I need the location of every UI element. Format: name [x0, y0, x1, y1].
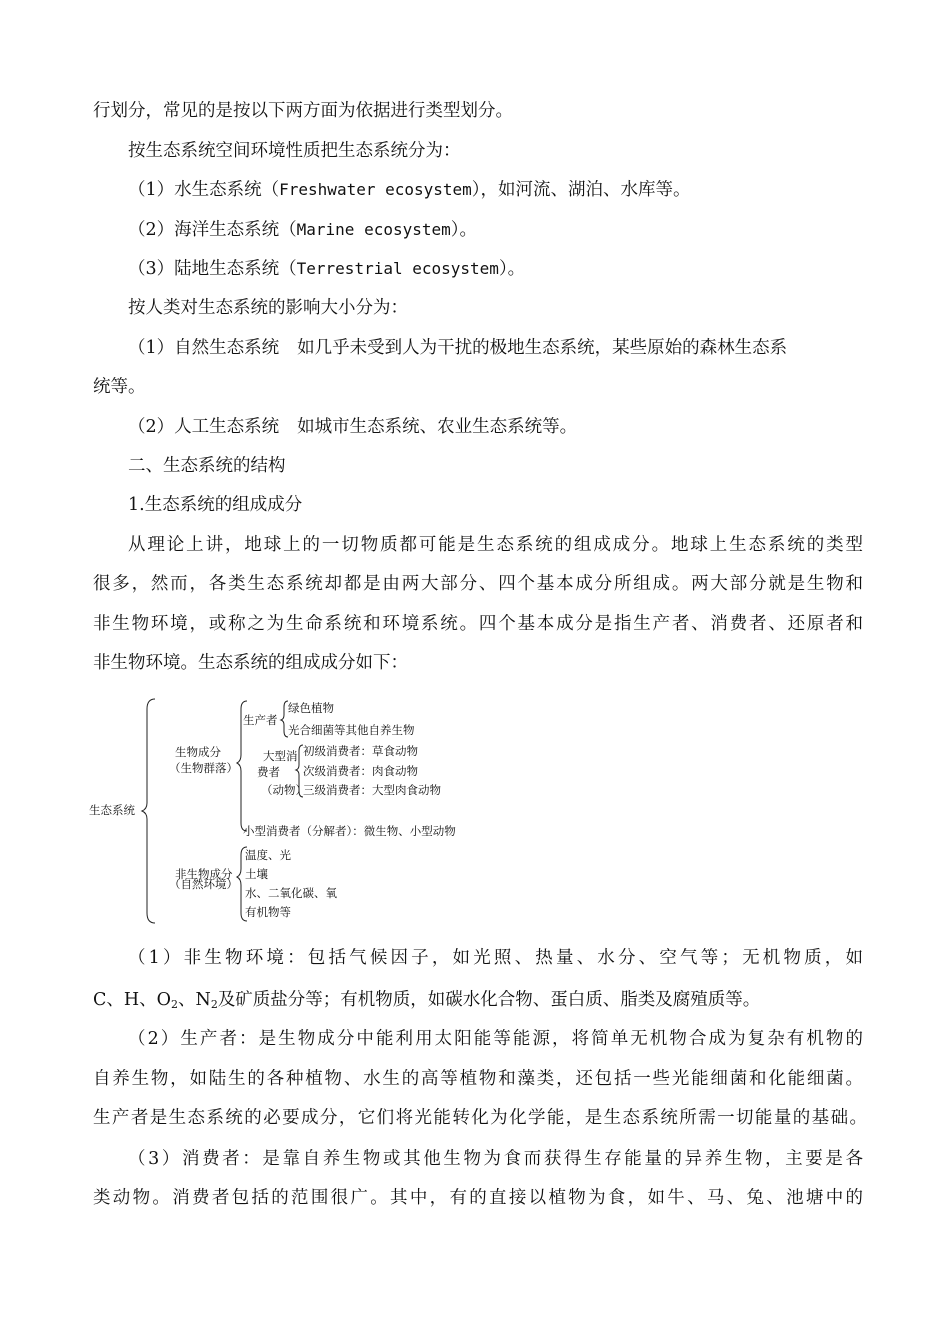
- consumer-label: 大型消: [263, 749, 298, 763]
- list-item-text: ）。: [450, 220, 478, 240]
- heading-classification-human: 按人类对生态系统的影响大小分为：: [128, 298, 408, 318]
- chem-text: C、H、O: [93, 990, 171, 1010]
- english-term: Freshwater ecosystem: [279, 180, 472, 199]
- consumer-item: 次级消费者：肉食动物: [303, 764, 418, 778]
- producer-item: 绿色植物: [288, 701, 334, 715]
- consumer-item: 三级消费者：大型肉食动物: [303, 783, 441, 797]
- subscript: 2: [210, 998, 218, 1011]
- english-term: Terrestrial ecosystem: [296, 259, 499, 278]
- paragraph-line: （2）生产者：是生物成分中能利用太阳能等能源，将简单无机物合成为复杂有机物的: [128, 1029, 863, 1049]
- paragraph-line: 非生物环境，或称之为生命系统和环境系统。四个基本成分是指生产者、消费者、还原者和: [93, 614, 863, 634]
- chem-text: 及矿质盐分等；有机物质，如碳水化合物、蛋白质、脂类及腐殖质等。: [217, 990, 761, 1010]
- paragraph-line: 从理论上讲，地球上的一切物质都可能是生态系统的组成成分。地球上生态系统的类型: [128, 535, 863, 555]
- producer-label: 生产者: [243, 713, 278, 727]
- paragraph-line: 行划分，常见的是按以下两方面为依据进行类型划分。: [93, 101, 513, 121]
- paragraph-line: 非生物环境。生态系统的组成成分如下：: [93, 653, 408, 673]
- paragraph-line: 很多，然而，各类生态系统却都是由两大部分、四个基本成分所组成。两大部分就是生物和: [93, 574, 863, 594]
- list-item-freshwater: [128, 178, 898, 202]
- paragraph-line: 自养生物，如陆生的各种植物、水生的高等植物和藻类，还包括一些光能细菌和化能细菌。: [93, 1069, 863, 1089]
- heading-classification-space: 按生态系统空间环境性质把生态系统分为：: [128, 141, 461, 161]
- consumer-label: （动物）: [261, 783, 307, 797]
- consumer-item: 初级消费者：草食动物: [303, 744, 418, 758]
- list-item-text: ）。: [498, 259, 526, 279]
- list-item-text: ），如河流、湖泊、水库等。: [471, 180, 691, 200]
- list-item-artificial: [128, 415, 898, 439]
- abiotic-item: 有机物等: [245, 905, 291, 919]
- abiotic-component-label: 非生物成分: [175, 867, 233, 881]
- english-term: Marine ecosystem: [296, 220, 451, 239]
- brace-main: [142, 699, 155, 923]
- section-heading: 二、生态系统的结构: [128, 456, 286, 476]
- diagram-root-label: 生态系统: [89, 803, 135, 817]
- abiotic-component-sublabel: （自然环境）: [169, 877, 238, 891]
- consumer-label: 费者: [257, 765, 280, 779]
- list-item-terrestrial: [128, 257, 898, 281]
- list-item-text: （2）海洋生态系统（: [128, 220, 297, 240]
- abiotic-item: 土壤: [245, 867, 268, 881]
- list-item-natural: [128, 336, 863, 360]
- list-item-marine: [128, 218, 898, 242]
- subscript: 2: [171, 998, 178, 1011]
- chem-text: 、N: [178, 990, 211, 1010]
- list-item-text: 如几乎未受到人为干扰的极地生态系统，某些原始的森林生态系: [297, 338, 788, 358]
- brace-producer: [281, 701, 288, 737]
- paragraph-line: 统等。: [93, 377, 146, 397]
- list-item-text: （3）陆地生态系统（: [128, 259, 297, 279]
- ecosystem-composition-diagram: [85, 695, 515, 927]
- abiotic-item: 水、二氧化碳、氧: [245, 886, 337, 900]
- paragraph-line: （3）消费者：是靠自养生物或其他生物为食而获得生存能量的异养生物，主要是各: [128, 1149, 863, 1169]
- paragraph-line: [93, 988, 863, 1017]
- list-item-label: （2）人工生态系统: [128, 417, 280, 437]
- decomposer-label: 小型消费者（分解者）：微生物、小型动物: [243, 824, 456, 838]
- list-item-text: （1）水生态系统（: [128, 180, 280, 200]
- biotic-component-sublabel: （生物群落）: [169, 761, 238, 775]
- biotic-component-label: 生物成分: [175, 745, 221, 759]
- list-item-label: （1）自然生态系统: [128, 338, 280, 358]
- list-item-text: 如城市生态系统、农业生态系统等。: [297, 417, 578, 437]
- abiotic-item: 温度、光: [245, 848, 291, 862]
- producer-item: 光合细菌等其他自养生物: [288, 723, 415, 737]
- paragraph-line: 类动物。消费者包括的范围很广。其中，有的直接以植物为食，如牛、马、兔、池塘中的: [93, 1188, 863, 1208]
- subsection-heading: 1.生态系统的组成成分: [128, 495, 303, 515]
- paragraph-line: 生产者是生态系统的必要成分，它们将光能转化为化学能，是生态系统所需一切能量的基础。: [93, 1108, 867, 1128]
- paragraph-line: （1）非生物环境：包括气候因子，如光照、热量、水分、空气等；无机物质，如: [128, 948, 863, 968]
